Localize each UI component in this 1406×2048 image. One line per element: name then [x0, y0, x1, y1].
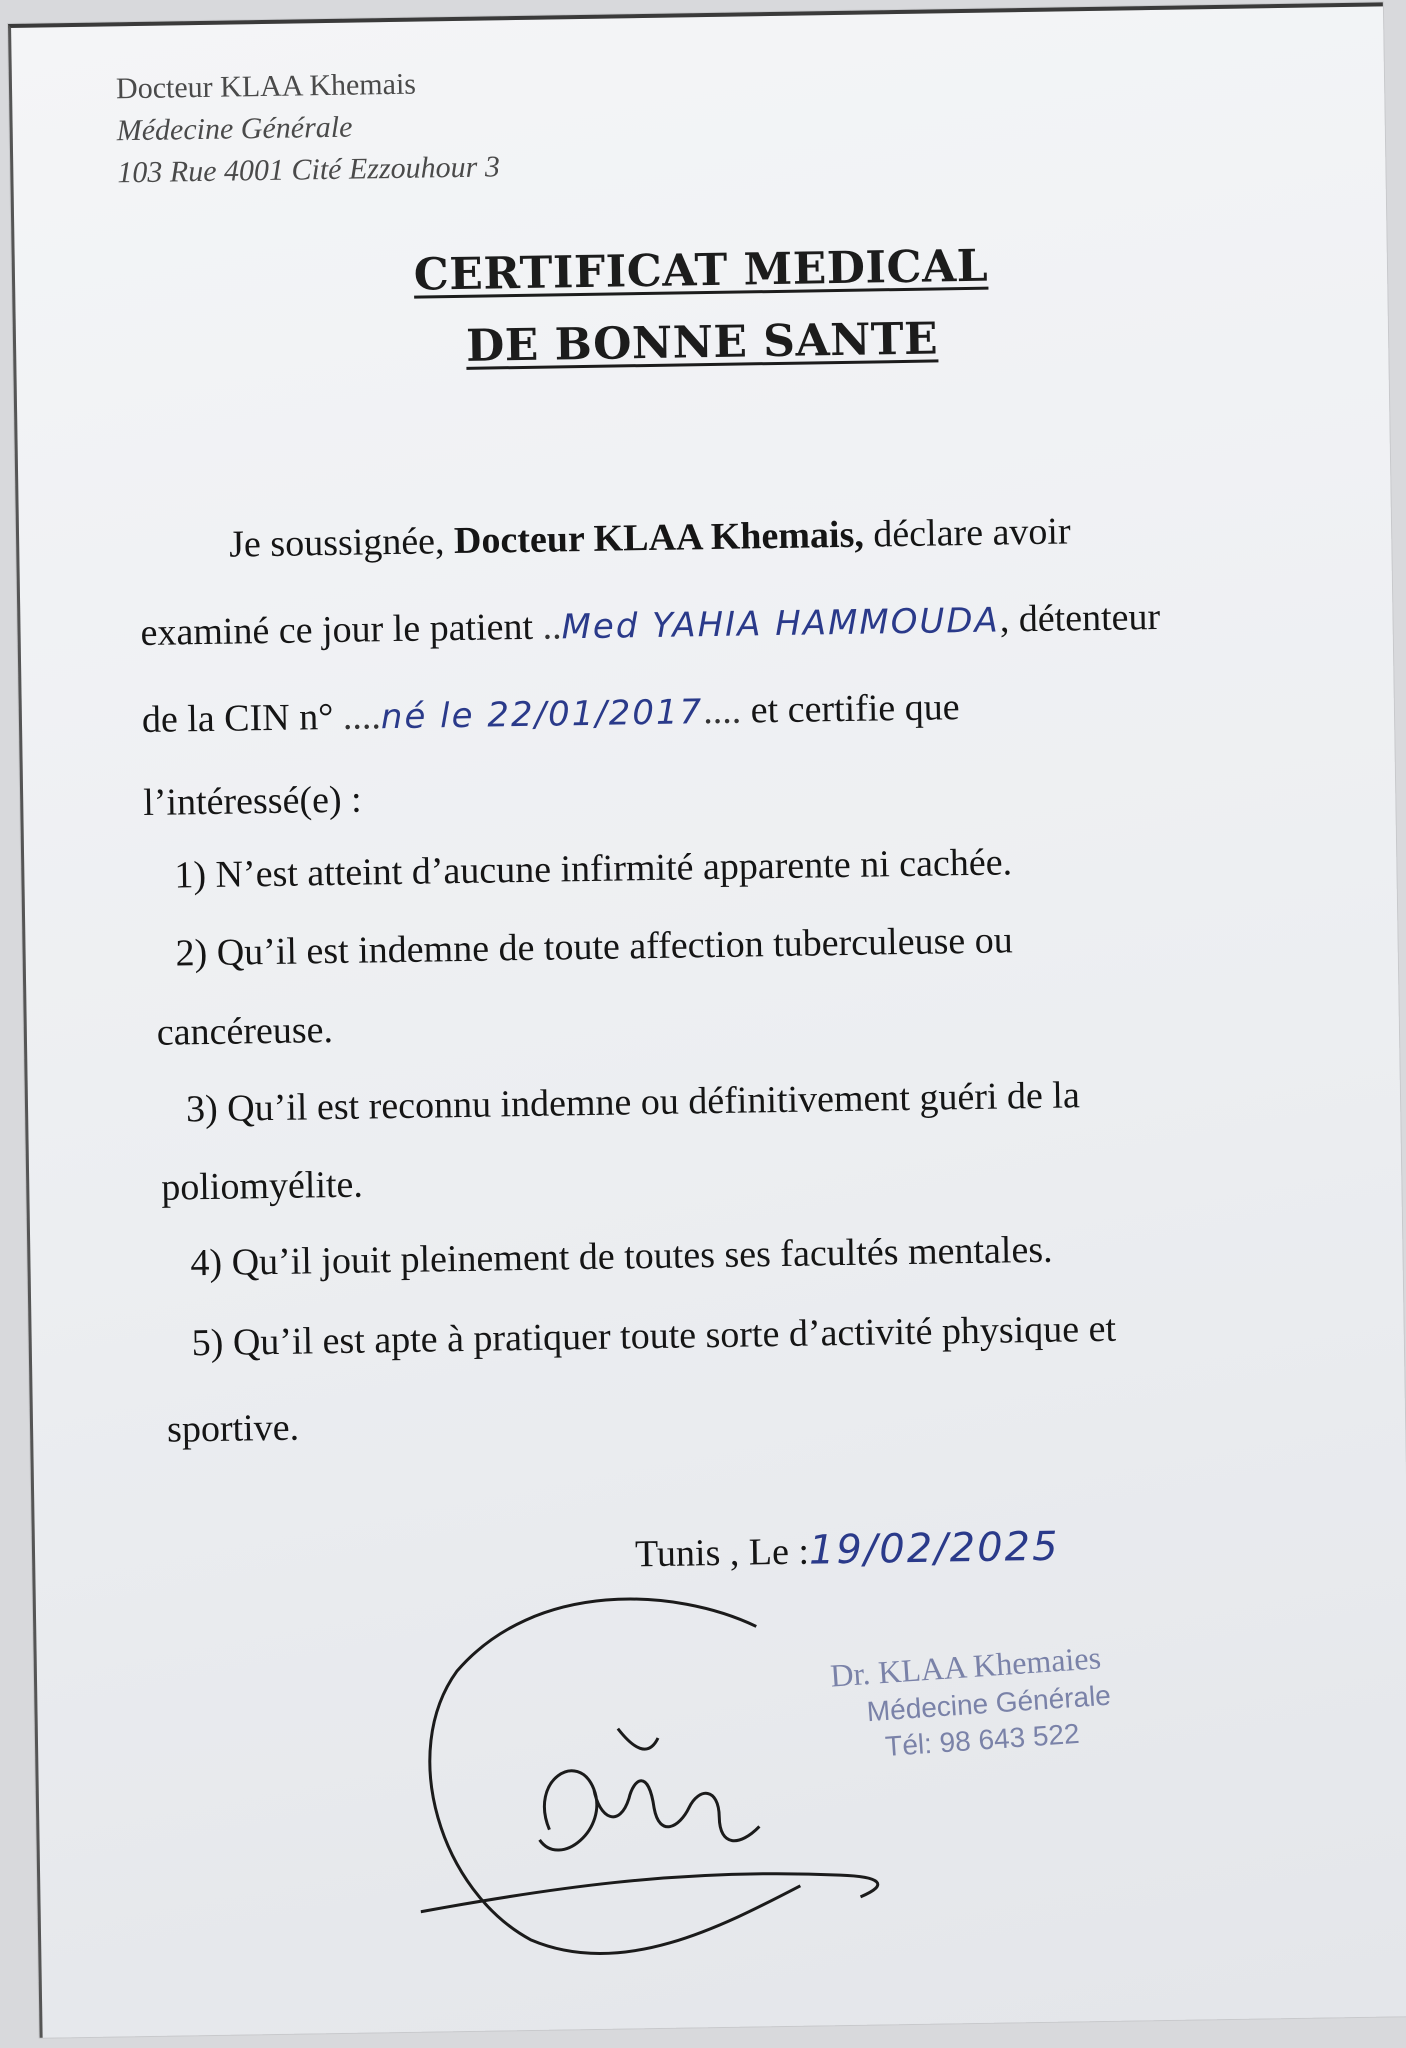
certificate-paper: [8, 2, 1406, 2037]
doctor-header: [116, 62, 500, 194]
intro-line: Je soussignée, Docteur KLAA Khemais, déclare avoir: [228, 510, 1071, 566]
item-3: 3) Qu’il est reconnu indemne ou définitivement guéri de la: [185, 1074, 1081, 1131]
item-2-cont: cancéreuse.: [156, 1009, 334, 1054]
interested-line: l’intéressé(e) :: [142, 778, 362, 824]
item-2: 2) Qu’il est indemne de toute affection tuberculeuse ou: [175, 919, 1013, 975]
item-4: 4) Qu’il jouit pleinement de toutes ses facultés mentales.: [190, 1228, 1053, 1285]
place-date-line: Tunis , Le :19/02/2025: [634, 1523, 1060, 1576]
patient-name-handwritten: Med YAHIA HAMMOUDA: [561, 600, 1001, 648]
item-1: 1) N’est atteint d’aucune infirmité apparente ni cachée.: [174, 841, 1013, 897]
stamp-name: Dr. KLAA Khemaies: [829, 1639, 1102, 1694]
doctor-address: 103 Rue 4001 Cité Ezzouhour 3: [117, 150, 501, 190]
item-5: 5) Qu’il est apte à pratiquer toute sorte d’activité physique et: [191, 1307, 1117, 1365]
title-line-1: CERTIFICAT MEDICAL: [413, 240, 989, 301]
item-5-cont: sportive.: [166, 1406, 300, 1451]
stamp-phone: Tél: 98 643 522: [884, 1717, 1081, 1763]
patient-line: examiné ce jour le patient ..Med YAHIA HAMMOUDA, détenteur: [140, 595, 1161, 654]
date-handwritten: 19/02/2025: [808, 1523, 1060, 1574]
stamp-specialty: Médecine Générale: [865, 1679, 1112, 1728]
intro-doctor-name: Docteur KLAA Khemais,: [453, 513, 865, 563]
signature-drawing: [416, 1584, 902, 1971]
title-line-2: DE BONNE SANTE: [465, 313, 939, 372]
cin-line: de la CIN n° ....né le 22/01/2017.... et certifie que: [141, 686, 960, 741]
doctor-name: Docteur KLAA Khemais: [115, 67, 417, 106]
birthdate-handwritten: né le 22/01/2017: [380, 692, 704, 738]
item-3-cont: poliomyélite.: [160, 1163, 364, 1209]
doctor-stamp: [829, 1639, 1114, 1767]
doctor-specialty: Médecine Générale: [116, 110, 353, 148]
